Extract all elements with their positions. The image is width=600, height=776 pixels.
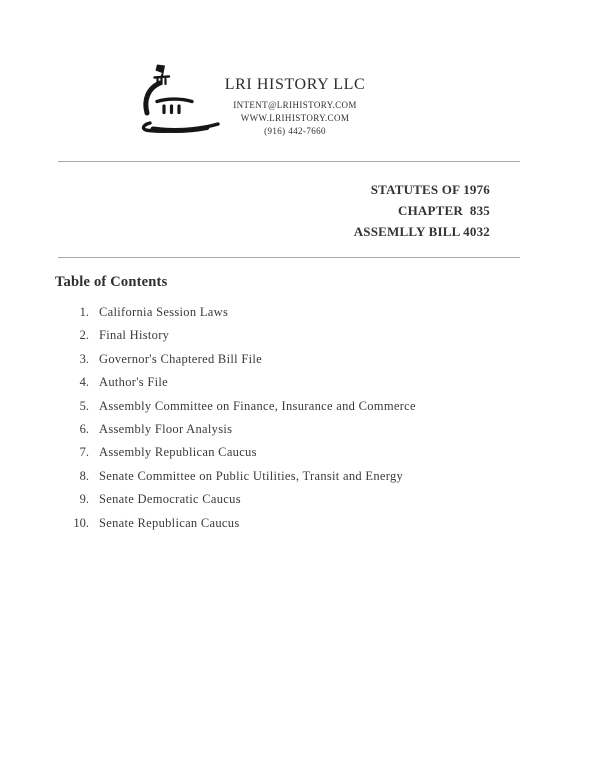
toc-item-label: Senate Democratic Caucus <box>99 492 241 507</box>
toc-item-label: California Session Laws <box>99 305 229 319</box>
toc-item-number: 10. <box>73 515 89 530</box>
toc-item-governors-chaptered-bill-file <box>57 348 416 371</box>
toc-item-label: Senate Republican Caucus <box>99 515 240 530</box>
toc-item-senate-democratic-caucus <box>57 488 416 511</box>
toc-item-number: 5. <box>79 398 89 413</box>
contact-website: WWW.LRIHISTORY.COM <box>240 112 350 123</box>
contact-phone: (916) 442-7660 <box>264 125 326 136</box>
contact-info <box>195 99 395 137</box>
toc-item-label: Senate Committee on Public Utilities, Transit and Energy <box>99 468 404 483</box>
toc-item-number: 6. <box>79 422 89 437</box>
toc-item-california-session-laws <box>57 301 416 324</box>
toc-item-final-history <box>57 324 416 347</box>
toc-item-label: Assembly Republican Caucus <box>99 445 257 460</box>
chapter-line: CHAPTER 835 <box>398 203 490 218</box>
toc-item-number: 9. <box>79 492 89 507</box>
reference-block <box>354 179 490 242</box>
toc-item-assembly-republican-caucus <box>57 441 416 464</box>
assembly-bill-line: ASSEMLLY BILL 4032 <box>353 224 490 239</box>
divider-bottom <box>58 257 520 258</box>
toc-item-number: 2. <box>79 328 89 343</box>
letterhead <box>195 76 395 137</box>
toc-item-number: 4. <box>79 375 89 390</box>
toc-item-label: Assembly Floor Analysis <box>99 422 233 437</box>
toc-item-number: 7. <box>79 445 89 460</box>
toc-item-authors-file <box>57 371 416 394</box>
toc-item-assembly-floor-analysis <box>57 418 416 441</box>
toc-heading: Table of Contents <box>55 274 168 290</box>
toc-item-senate-republican-caucus <box>57 512 416 535</box>
toc-item-label: Assembly Committee on Finance, Insurance and Commerce <box>99 398 416 413</box>
toc-item-number: 1. <box>79 305 89 319</box>
toc-item-assembly-committee-finance <box>57 395 416 418</box>
company-name: LRI HISTORY LLC <box>224 76 366 93</box>
toc-item-label: Final History <box>99 328 170 343</box>
toc-item-number: 8. <box>79 468 89 483</box>
toc-item-senate-committee-public-utilities <box>57 465 416 488</box>
toc-item-label: Governor's Chaptered Bill File <box>99 351 262 366</box>
toc-item-label: Author's File <box>99 375 168 390</box>
contact-email: INTENT@LRIHISTORY.COM <box>233 100 357 110</box>
divider-top <box>58 161 520 162</box>
toc-list <box>57 301 416 535</box>
toc-item-number: 3. <box>79 351 89 366</box>
statutes-line: STATUTES OF 1976 <box>370 182 490 197</box>
